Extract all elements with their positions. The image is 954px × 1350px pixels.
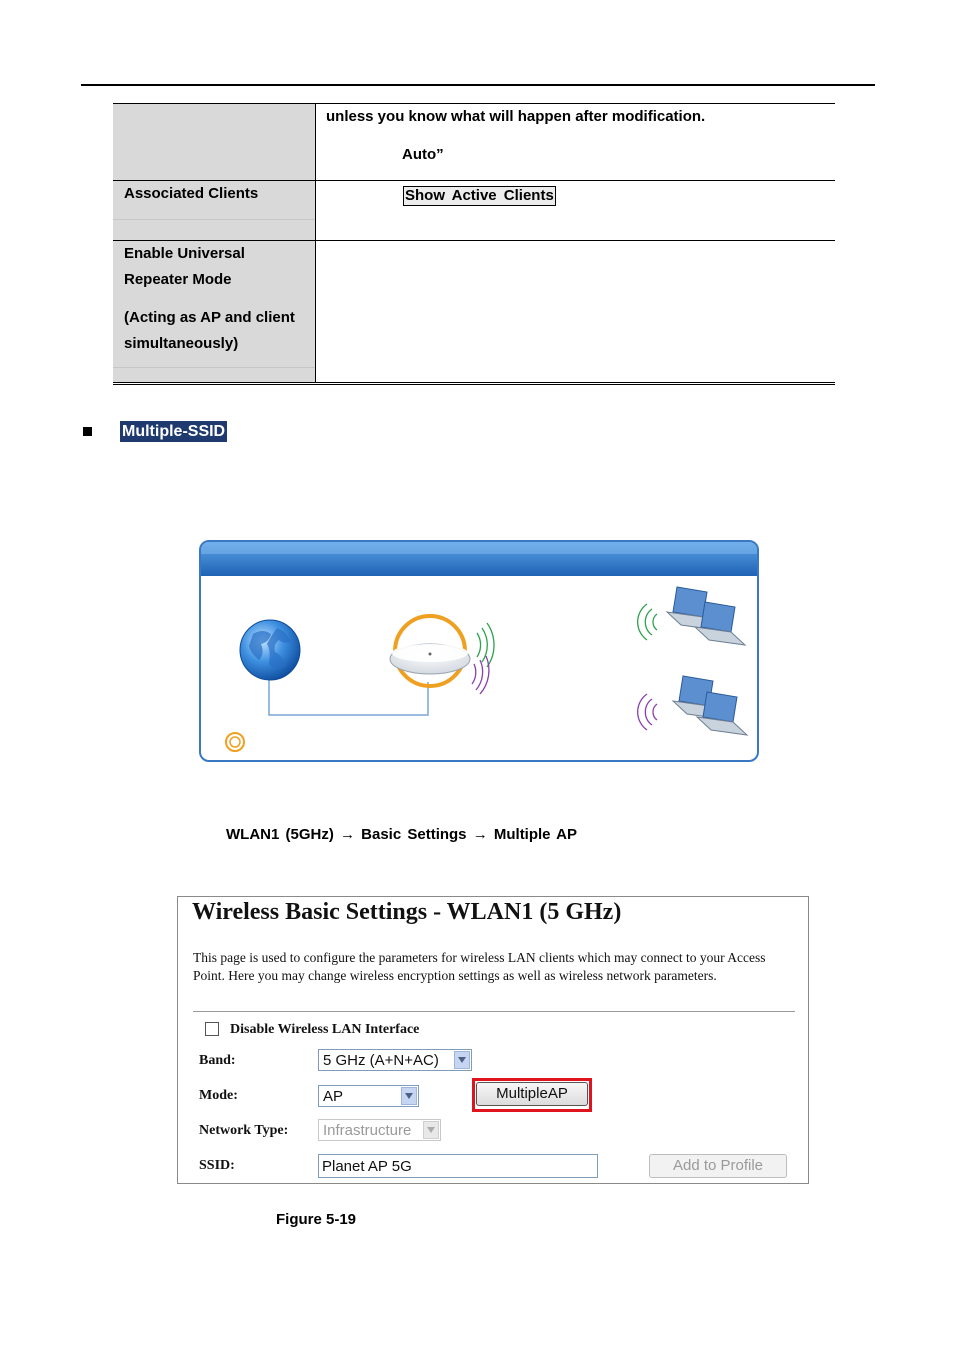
section-title: Multiple-SSID	[122, 423, 226, 440]
row3-label-line2: Repeater Mode	[124, 271, 232, 288]
chevron-down-icon	[423, 1121, 439, 1139]
legend-ring-icon	[226, 733, 244, 751]
row1-value-line1: unless you know what will happen after modification.	[326, 108, 706, 125]
internet-globe-icon	[240, 620, 300, 680]
header-rule	[81, 84, 875, 86]
disable-wlan-label: Disable Wireless LAN Interface	[230, 1022, 420, 1037]
band-select[interactable]	[318, 1049, 472, 1071]
figure-caption: Figure 5-19	[276, 1211, 357, 1228]
separator	[193, 1011, 795, 1012]
mode-value: AP	[323, 1088, 344, 1105]
table-subrule	[113, 367, 315, 368]
ssid-label: SSID:	[199, 1158, 235, 1173]
menu-path: WLAN1 (5GHz) → Basic Settings → Multiple AP	[226, 826, 577, 843]
row3-label-line1: Enable Universal	[124, 245, 245, 262]
disable-wlan-checkbox[interactable]	[205, 1022, 219, 1036]
bullet-marker	[83, 427, 92, 436]
network-type-select[interactable]	[318, 1119, 441, 1141]
add-to-profile-button[interactable]: Add to Profile	[649, 1154, 787, 1178]
row3-label-line3: (Acting as AP and client	[124, 309, 295, 326]
mode-select[interactable]	[318, 1085, 419, 1107]
show-active-clients-button[interactable]: Show Active Clients	[405, 187, 554, 204]
table-rule	[113, 384, 835, 385]
ethernet-cable	[269, 674, 428, 715]
band-label: Band:	[199, 1053, 236, 1068]
settings-screenshot	[177, 896, 809, 1184]
chevron-down-icon	[401, 1087, 417, 1105]
band-value: 5 GHz (A+N+AC)	[323, 1052, 439, 1069]
row1-value-line2: Auto”	[402, 146, 444, 163]
mode-label: Mode:	[199, 1088, 238, 1103]
ssid-input[interactable]: Planet AP 5G	[318, 1154, 598, 1178]
network-type-label: Network Type:	[199, 1123, 289, 1138]
table-subrule	[113, 219, 315, 220]
parameter-table	[113, 103, 835, 385]
client-signal-arcs-1	[638, 604, 657, 640]
multiple-ap-button[interactable]: MultipleAP	[476, 1082, 588, 1106]
settings-page-title: Wireless Basic Settings - WLAN1 (5 GHz)	[192, 899, 622, 925]
network-type-value: Infrastructure	[323, 1122, 412, 1139]
table-rule	[113, 382, 835, 383]
diagram-graphic	[201, 542, 757, 760]
row3-label-line4: simultaneously)	[124, 335, 239, 352]
row2-label: Associated Clients	[124, 185, 259, 202]
table-divider	[315, 103, 316, 383]
client-signal-arcs-2	[638, 694, 657, 730]
chevron-down-icon	[454, 1051, 470, 1069]
settings-page-description: This page is used to configure the parameters for wireless LAN clients which may connect to your Access Point. Here you may change wireless encryption settings as well as wireless network parameters.	[193, 950, 766, 983]
network-diagram	[199, 540, 759, 762]
access-point-icon	[390, 616, 470, 686]
ap-signal-arcs	[472, 623, 494, 694]
